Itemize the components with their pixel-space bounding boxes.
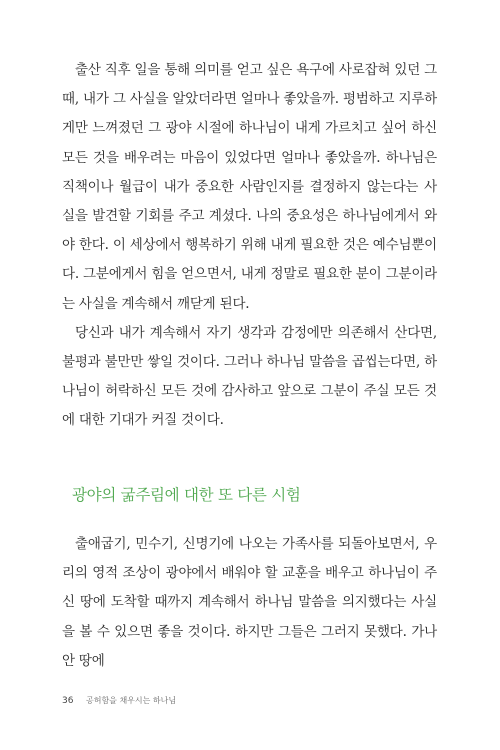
body-text-block (62, 56, 437, 436)
section-text-block (62, 530, 437, 676)
body-paragraph-2: 당신과 내가 계속해서 자기 생각과 감정에만 의존해서 산다면, 불평과 불만만 쌓일 것이다. 그러나 하나님 말씀을 곱씹는다면, 하나님이 허락하신 모든 것에 감사하고 앞으로 그분이 주실 모든 것에 대한 기대가 커질 것이다. (62, 324, 437, 429)
body-paragraph-1: 출산 직후 일을 통해 의미를 얻고 싶은 욕구에 사로잡혀 있던 그때, 내가 그 사실을 알았더라면 얼마나 좋았을까. 평범하고 지루하게만 느껴졌던 그 광야 시절에 하나님이 내게 가르치고 싶어 하신 모든 것을 배우려는 마음이 있었다면 얼마나 좋았을까. 하나님은 직책이나 월급이 내가 중요한 사람인지를 결정하지 않는다는 사실을 발견할 기회를 주고 계셨다. 나의 중요성은 하나님에게서 와야 한다. 이 세상에서 행복하기 위해 내게 필요한 것은 예수님뿐이다. 그분에게서 힘을 얻으면서, 내게 정말로 필요한 분이 그분이라는 사실을 계속해서 깨닫게 된다. (62, 62, 437, 312)
section-paragraph-1: 출애굽기, 민수기, 신명기에 나오는 가족사를 되돌아보면서, 우리의 영적 조상이 광야에서 배워야 할 교훈을 배우고 하나님이 주신 땅에 도착할 때까지 계속해서 하나님 말씀을 의지했다는 사실을 볼 수 있으면 좋을 것이다. 하지만 그들은 그러지 못했다. 가나안 땅에 (62, 536, 437, 669)
page-footer (62, 695, 176, 706)
running-book-title: 공허함을 채우시는 하나님 (86, 696, 177, 705)
page-number: 36 (62, 696, 74, 706)
section-heading: 광야의 굶주림에 대한 또 다른 시험 (72, 486, 301, 504)
